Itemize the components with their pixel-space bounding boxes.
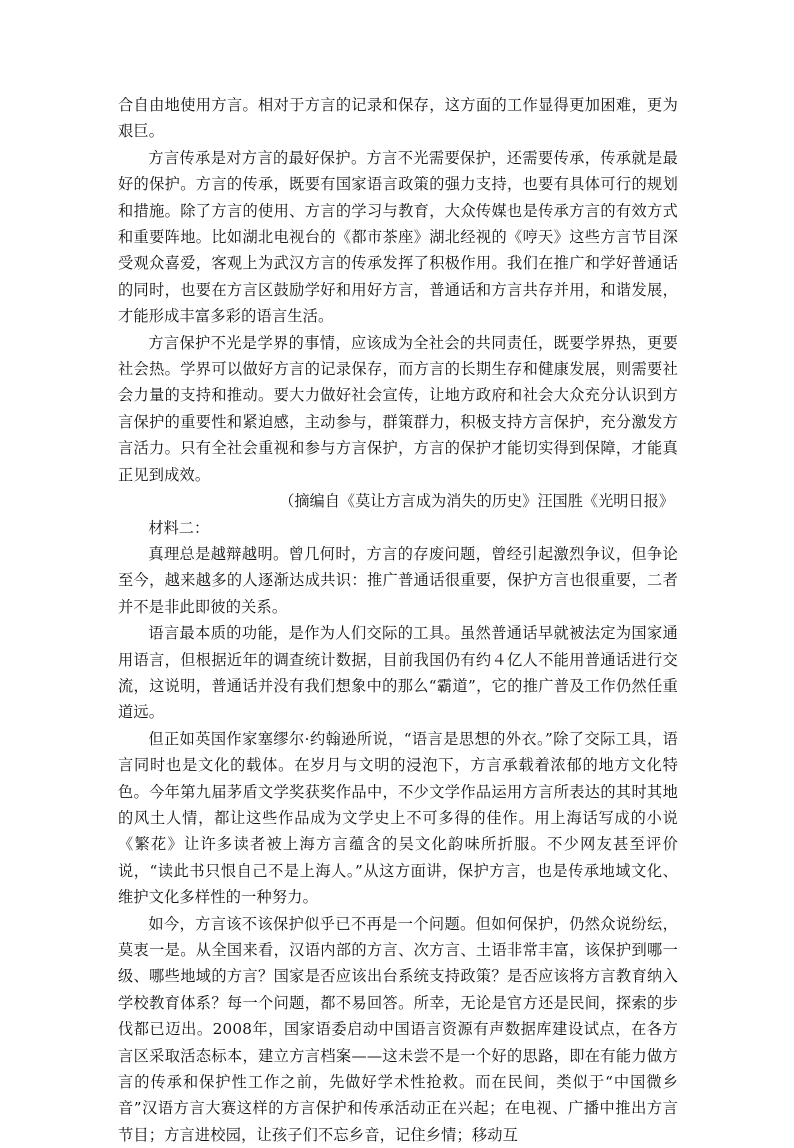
paragraph-6: 但正如英国作家塞缪尔·约翰逊所说，“语言是思想的外衣。”除了交际工具，语言同时也是文化的载体。在岁月与文明的浸泡下，方言承载着浓郁的地方文化特色。今年第九届茅盾文学奖获奖作品中，不少文学作品运用方言所表达的其时其地的风土人情，都让这些作品成为文学史上不可多得的佳作。用上海话写成的小说《繁花》让许多读者被上海方言蕴含的吴文化韵味所折服。不少网友甚至评价说，“读此书只恨自己不是上海人。”从这方面讲，保护方言，也是传承地域文化、维护文化多样性的一种努力。 <box>118 729 678 907</box>
paragraph-7: 如今，方言该不该保护似乎已不再是一个问题。但如何保护，仍然众说纷纭，莫衷一是。从全国来看，汉语内部的方言、次方言、土语非常丰富，该保护到哪一级、哪些地域的方言？国家是否应该出台系统支持政策？是否应该将方言教育纳入学校教育体系？每一个问题，都不易回答。所幸，无论是官方还是民间，探索的步伐都已迈出。2008年，国家语委启动中国语言资源有声数据库建设试点，在各方言区采取活态标本，建立方言档案——这未尝不是一个好的思路，即在有能力做方言的传承和保护性工作之前，先做好学术性抢救。而在民间，类似于“中国微乡音”汉语方言大赛这样的方言保护和传承活动正在兴起；在电视、广播中推出方言节目；方言进校园，让孩子们不忘乡音，记住乡情；移动互 <box>118 914 678 1144</box>
paragraph-4: 真理总是越辩越明。曾几何时，方言的存废问题，曾经引起激烈争议，但争论至今，越来越多的人逐渐达成共识：推广普通话很重要，保护方言也很重要，二者并不是非此即彼的关系。 <box>118 544 678 616</box>
paragraph-1: 合自由地使用方言。相对于方言的记录和保存，这方面的工作显得更加困难，更为艰巨。 <box>118 96 678 141</box>
material-two-label: 材料二： <box>148 518 210 537</box>
source-citation: （摘编自《莫让方言成为消失的历史》汪国胜《光明日报》 <box>279 492 674 511</box>
paragraph-3: 方言保护不光是学界的事情，应该成为全社会的共同责任，既要学界热，更要社会热。学界可以做好方言的记录保存，而方言的长期生存和健康发展，则需要社会力量的支持和推动。要大力做好社会宣传，让地方政府和社会大众充分认识到方言保护的重要性和紧迫感，主动参与，群策群力，积极支持方言保护，充分激发方言活力。只有全社会重视和参与方言保护，方言的保护才能切实得到保障，才能真正见到成效。 <box>118 333 678 484</box>
document-page <box>118 92 678 1148</box>
paragraph-5: 语言最本质的功能，是作为人们交际的工具。虽然普通话早就被法定为国家通用语言，但根据近年的调查统计数据，目前我国仍有约４亿人不能用普通话进行交流，这说明，普通话并没有我们想象中的那么“霸道”，它的推广普及工作仍然任重道远。 <box>118 624 678 722</box>
paragraph-2: 方言传承是对方言的最好保护。方言不光需要保护，还需要传承，传承就是最好的保护。方言的传承，既要有国家语言政策的强力支持，也要有具体可行的规划和措施。除了方言的使用、方言的学习与教育，大众传媒也是传承方言的有效方式和重要阵地。比如湖北电视台的《都市茶座》湖北经视的《哼天》这些方言节目深受观众喜爱，客观上为武汉方言的传承发挥了积极作用。我们在推广和学好普通话的同时，也要在方言区鼓励学好和用好方言，普通话和方言共存并用，和谐发展，才能形成丰富多彩的语言生活。 <box>118 148 678 326</box>
